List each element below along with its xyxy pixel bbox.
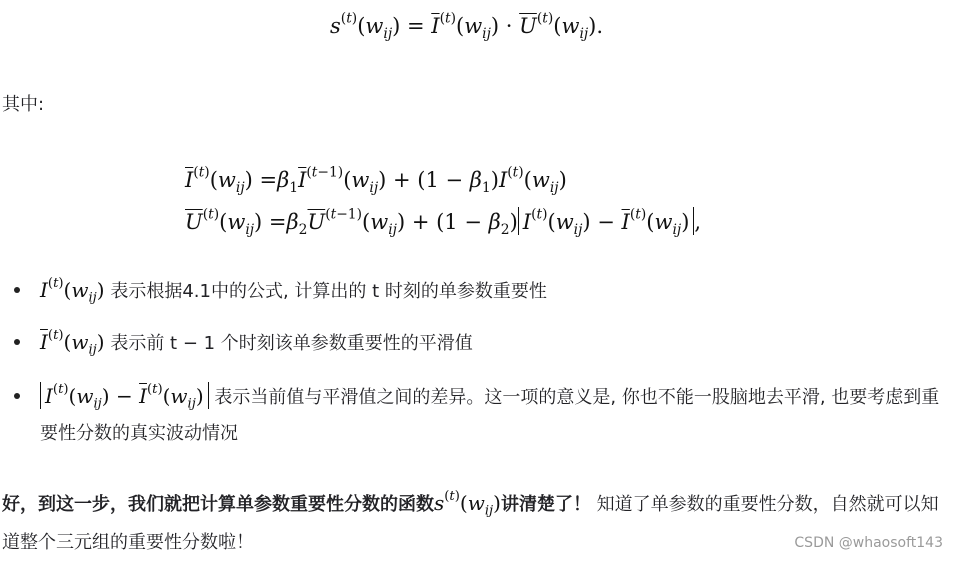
bullet-dot	[14, 287, 20, 293]
summary-bold-start: 好，到这一步，我们就把计算单参数重要性分数的函数	[2, 494, 434, 515]
math-smoothed-importance: $\overline{I}^{(t)}(w_{ij})$	[40, 328, 105, 358]
bullet-dot	[14, 393, 20, 399]
list-item	[0, 324, 957, 378]
equation-score: $s^{(t)}(w_{ij}) = \overline{I}^{(t)}(w_{ij}) \cdot \overline{U}^{(t)}(w_{ij})$.	[330, 10, 604, 42]
watermark: CSDN @whaosoft143	[794, 535, 943, 551]
summary-bold-end: 讲清楚了！	[500, 494, 591, 515]
math-importance: $I^{(t)}(w_{ij})$	[40, 276, 105, 306]
bullet-text: 表示根据4.1中的公式, 计算出的 t 时刻的单参数重要性	[110, 281, 547, 302]
summary-text: 知道了单参数的重要性分数，自然就可以知道整个三元组的重要性分数啦！	[2, 494, 939, 553]
bullet-text: 表示当前值与平滑值之间的差异。这一项的意义是, 你也不能一股脑地去平滑, 也要考虑到重要性分数的真实波动情况	[40, 387, 940, 444]
label-where: 其中:	[2, 94, 45, 115]
math-difference: $I^{(t)}(w_{ij}) - \overline{I}^{(t)}(w_{ij})$	[40, 384, 209, 408]
equation-system	[185, 160, 701, 248]
list-item	[0, 378, 957, 468]
bullet-text: 表示前 t − 1 个时刻该单参数重要性的平滑值	[110, 333, 473, 354]
list-item	[0, 272, 957, 324]
math-score-function: $s^{(t)}(w_{ij})$	[434, 489, 501, 519]
bullet-dot	[14, 339, 20, 345]
bullet-list	[0, 272, 957, 468]
equation-uncertainty: $\overline{U}^{(t)}(w_{ij}) =\beta_2\overline{U}^{(t-1)}(w_{ij}) + (1 - \beta_2) I^{(t)}(w_{ij}) - \overline{I}^{(t)}(w_{ij})$ ,	[185, 206, 702, 238]
equation-smoothed-importance: $\overline{I}^{(t)}(w_{ij}) =\beta_1\overline{I}^{(t-1)}(w_{ij}) + (1 - \beta_1)I^{(t)}(w_{ij})$	[185, 164, 567, 196]
